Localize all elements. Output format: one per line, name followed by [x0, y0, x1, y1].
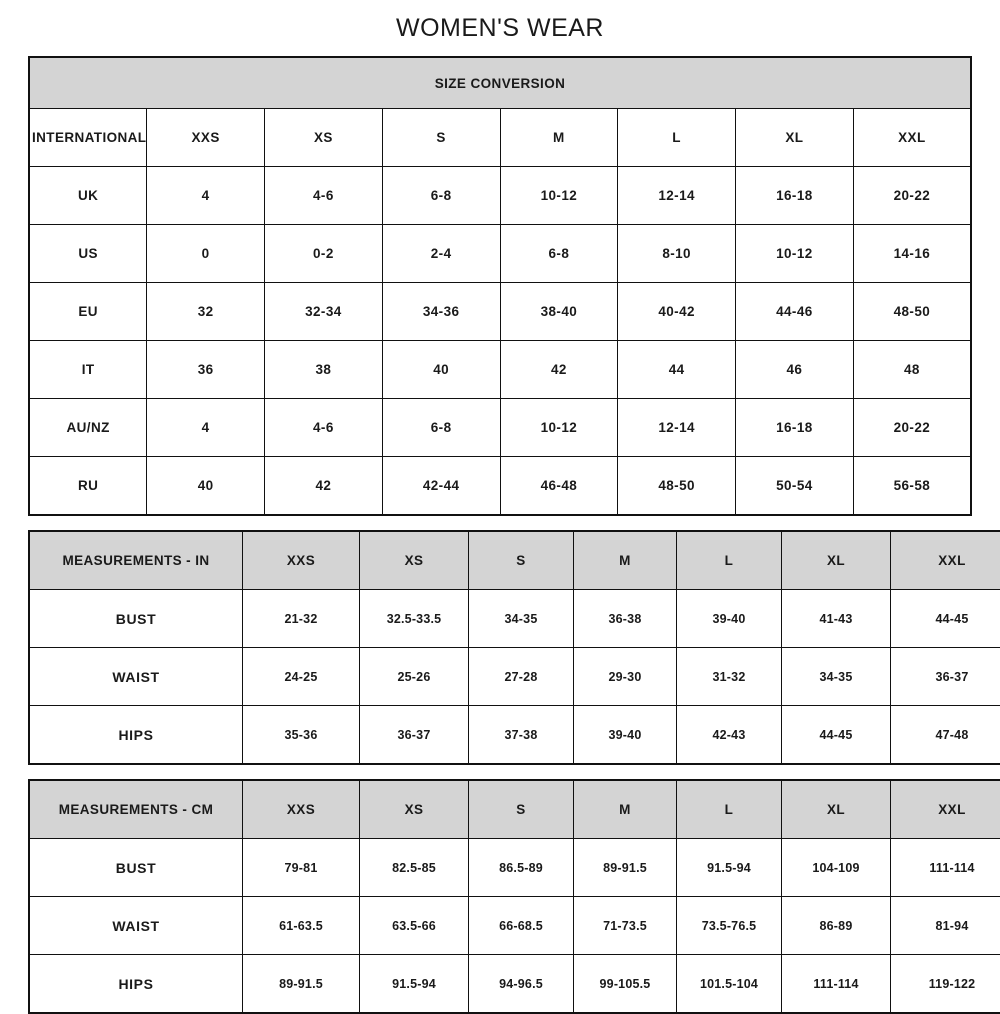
- column-header-in-s: S: [469, 531, 574, 590]
- column-header-cm-m: M: [574, 780, 677, 839]
- cell-us-m: 6-8: [500, 225, 618, 283]
- cell-in-hips-xxl: 47-48: [891, 706, 1000, 765]
- cell-eu-xxl: 48-50: [853, 283, 971, 341]
- cell-it-l: 44: [618, 341, 736, 399]
- cell-in-bust-xxs: 21-32: [243, 590, 360, 648]
- table-row: [29, 839, 1000, 897]
- cell-cm-bust-xxl: 111-114: [891, 839, 1000, 897]
- cell-eu-s: 34-36: [382, 283, 500, 341]
- table-row: [29, 706, 1000, 765]
- cell-in-hips-xl: 44-45: [782, 706, 891, 765]
- cell-in-bust-s: 34-35: [469, 590, 574, 648]
- table-row: [29, 590, 1000, 648]
- cell-in-waist-l: 31-32: [677, 648, 782, 706]
- cell-in-waist-m: 29-30: [574, 648, 677, 706]
- cell-cm-bust-l: 91.5-94: [677, 839, 782, 897]
- cell-cm-waist-l: 73.5-76.5: [677, 897, 782, 955]
- cell-in-hips-xxs: 35-36: [243, 706, 360, 765]
- column-header-cm-xxl: XXL: [891, 780, 1000, 839]
- measurements-in-table: [28, 530, 1000, 765]
- cell-it-xxs: 36: [147, 341, 265, 399]
- cell-in-hips-xs: 36-37: [360, 706, 469, 765]
- row-label-cm-bust: BUST: [29, 839, 243, 897]
- column-header-cm-xs: XS: [360, 780, 469, 839]
- cell-ru-xs: 42: [265, 457, 383, 516]
- cell-it-s: 40: [382, 341, 500, 399]
- cell-us-xl: 10-12: [736, 225, 854, 283]
- column-header-in-xxl: XXL: [891, 531, 1000, 590]
- page-title: WOMEN'S WEAR: [28, 0, 972, 56]
- size-conversion-table: [28, 56, 972, 516]
- cell-it-xl: 46: [736, 341, 854, 399]
- cell-cm-hips-m: 99-105.5: [574, 955, 677, 1014]
- cell-in-waist-xxl: 36-37: [891, 648, 1000, 706]
- cell-us-xxl: 14-16: [853, 225, 971, 283]
- cell-in-hips-s: 37-38: [469, 706, 574, 765]
- cell-cm-hips-xs: 91.5-94: [360, 955, 469, 1014]
- cell-aunz-l: 12-14: [618, 399, 736, 457]
- cell-in-hips-m: 39-40: [574, 706, 677, 765]
- cell-cm-hips-s: 94-96.5: [469, 955, 574, 1014]
- column-header-l: L: [618, 109, 736, 167]
- row-label-it: IT: [29, 341, 147, 399]
- table-row: [29, 167, 971, 225]
- cell-in-bust-m: 36-38: [574, 590, 677, 648]
- cell-eu-m: 38-40: [500, 283, 618, 341]
- table-row: [29, 457, 971, 516]
- cell-cm-waist-xl: 86-89: [782, 897, 891, 955]
- cell-cm-bust-xl: 104-109: [782, 839, 891, 897]
- row-label-cm-hips: HIPS: [29, 955, 243, 1014]
- cell-ru-xxs: 40: [147, 457, 265, 516]
- column-header-in-xxs: XXS: [243, 531, 360, 590]
- cell-it-xs: 38: [265, 341, 383, 399]
- cell-ru-xl: 50-54: [736, 457, 854, 516]
- cell-uk-xs: 4-6: [265, 167, 383, 225]
- cell-cm-waist-xs: 63.5-66: [360, 897, 469, 955]
- table-row: [29, 399, 971, 457]
- table-spacer: [28, 765, 972, 779]
- cell-aunz-s: 6-8: [382, 399, 500, 457]
- measurements-in-header-label: MEASUREMENTS - IN: [29, 531, 243, 590]
- row-label-ru: RU: [29, 457, 147, 516]
- row-label-cm-waist: WAIST: [29, 897, 243, 955]
- cell-uk-xxl: 20-22: [853, 167, 971, 225]
- row-label-in-waist: WAIST: [29, 648, 243, 706]
- cell-cm-waist-xxl: 81-94: [891, 897, 1000, 955]
- cell-it-m: 42: [500, 341, 618, 399]
- column-header-cm-s: S: [469, 780, 574, 839]
- table-header-row: [29, 531, 1000, 590]
- row-label-eu: EU: [29, 283, 147, 341]
- table-header-row: [29, 780, 1000, 839]
- column-header-cm-l: L: [677, 780, 782, 839]
- cell-uk-m: 10-12: [500, 167, 618, 225]
- cell-in-waist-xl: 34-35: [782, 648, 891, 706]
- table-row: [29, 225, 971, 283]
- table-header-row: [29, 109, 971, 167]
- cell-us-xs: 0-2: [265, 225, 383, 283]
- column-header-in-xl: XL: [782, 531, 891, 590]
- measurements-cm-header-label: MEASUREMENTS - CM: [29, 780, 243, 839]
- column-header-xxl: XXL: [853, 109, 971, 167]
- cell-aunz-xxs: 4: [147, 399, 265, 457]
- cell-uk-l: 12-14: [618, 167, 736, 225]
- cell-in-waist-xxs: 24-25: [243, 648, 360, 706]
- column-header-xs: XS: [265, 109, 383, 167]
- cell-aunz-m: 10-12: [500, 399, 618, 457]
- cell-uk-xl: 16-18: [736, 167, 854, 225]
- cell-eu-xs: 32-34: [265, 283, 383, 341]
- column-header-m: M: [500, 109, 618, 167]
- column-header-in-l: L: [677, 531, 782, 590]
- column-header-in-xs: XS: [360, 531, 469, 590]
- cell-aunz-xs: 4-6: [265, 399, 383, 457]
- cell-cm-bust-xs: 82.5-85: [360, 839, 469, 897]
- table-spacer: [28, 516, 972, 530]
- column-header-in-m: M: [574, 531, 677, 590]
- cell-in-bust-l: 39-40: [677, 590, 782, 648]
- size-conversion-banner: SIZE CONVERSION: [29, 57, 971, 109]
- cell-cm-waist-s: 66-68.5: [469, 897, 574, 955]
- column-header-xxs: XXS: [147, 109, 265, 167]
- cell-cm-bust-xxs: 79-81: [243, 839, 360, 897]
- cell-in-bust-xl: 41-43: [782, 590, 891, 648]
- cell-us-s: 2-4: [382, 225, 500, 283]
- cell-in-waist-xs: 25-26: [360, 648, 469, 706]
- column-header-s: S: [382, 109, 500, 167]
- cell-uk-xxs: 4: [147, 167, 265, 225]
- cell-ru-m: 46-48: [500, 457, 618, 516]
- table-row: [29, 955, 1000, 1014]
- cell-cm-hips-xl: 111-114: [782, 955, 891, 1014]
- cell-eu-xl: 44-46: [736, 283, 854, 341]
- table-banner-row: [29, 57, 971, 109]
- row-label-in-hips: HIPS: [29, 706, 243, 765]
- cell-aunz-xxl: 20-22: [853, 399, 971, 457]
- cell-ru-l: 48-50: [618, 457, 736, 516]
- cell-eu-l: 40-42: [618, 283, 736, 341]
- column-header-cm-xl: XL: [782, 780, 891, 839]
- row-label-aunz: AU/NZ: [29, 399, 147, 457]
- measurements-cm-table: [28, 779, 1000, 1014]
- cell-in-hips-l: 42-43: [677, 706, 782, 765]
- table-row: [29, 283, 971, 341]
- column-header-xl: XL: [736, 109, 854, 167]
- cell-ru-s: 42-44: [382, 457, 500, 516]
- cell-in-waist-s: 27-28: [469, 648, 574, 706]
- cell-cm-bust-s: 86.5-89: [469, 839, 574, 897]
- row-label-in-bust: BUST: [29, 590, 243, 648]
- cell-aunz-xl: 16-18: [736, 399, 854, 457]
- table-row: [29, 648, 1000, 706]
- cell-us-xxs: 0: [147, 225, 265, 283]
- cell-cm-waist-m: 71-73.5: [574, 897, 677, 955]
- cell-cm-hips-xxs: 89-91.5: [243, 955, 360, 1014]
- row-label-uk: UK: [29, 167, 147, 225]
- cell-cm-hips-l: 101.5-104: [677, 955, 782, 1014]
- cell-uk-s: 6-8: [382, 167, 500, 225]
- cell-ru-xxl: 56-58: [853, 457, 971, 516]
- cell-in-bust-xs: 32.5-33.5: [360, 590, 469, 648]
- table-row: [29, 897, 1000, 955]
- row-label-us: US: [29, 225, 147, 283]
- cell-cm-bust-m: 89-91.5: [574, 839, 677, 897]
- cell-it-xxl: 48: [853, 341, 971, 399]
- cell-cm-waist-xxs: 61-63.5: [243, 897, 360, 955]
- cell-us-l: 8-10: [618, 225, 736, 283]
- cell-cm-hips-xxl: 119-122: [891, 955, 1000, 1014]
- column-header-international: INTERNATIONAL: [29, 109, 147, 167]
- table-row: [29, 341, 971, 399]
- cell-eu-xxs: 32: [147, 283, 265, 341]
- cell-in-bust-xxl: 44-45: [891, 590, 1000, 648]
- column-header-cm-xxs: XXS: [243, 780, 360, 839]
